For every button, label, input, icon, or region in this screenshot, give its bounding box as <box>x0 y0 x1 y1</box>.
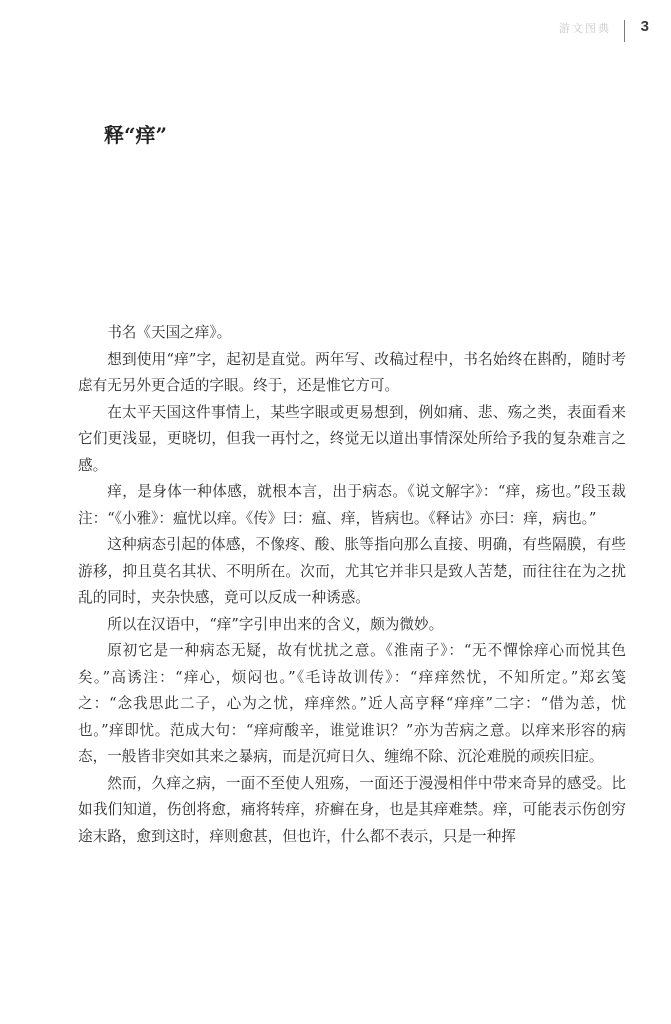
paragraph: 想到使用“痒”字，起初是直觉。两年写、改稿过程中，书名始终在斟酌，随时考虑有无另外更合适的字眼。终于，还是惟它方可。 <box>78 350 626 394</box>
page-number: 3 <box>640 18 649 35</box>
running-head: 游文图典 <box>559 22 611 35</box>
paragraph: 所以在汉语中，“痒”字引申出来的含义，颇为微妙。 <box>107 615 444 633</box>
body-text <box>78 320 626 850</box>
paragraph: 然而，久痒之病，一面不至使人殂殇，一面还于漫漫相伴中带来奇异的感受。比如我们知道，伤创将愈，痛将转痒，疥癣在身，也是其痒难禁。痒，可能表示伤创穷途末路，愈到这时，痒则愈甚，但也许，什么都不表示，只是一种挥 <box>78 774 626 845</box>
paragraph: 原初它是一种病态无疑，故有忧扰之意。《淮南子》：“无不憚悇痒心而悦其色矣。”高诱注：“痒心，烦闷也。”《毛诗故训传》：“痒痒然忧，不知所定。”郑玄笺之：“念我思此二子，心为之忧，痒痒然。”近人高亨释“痒痒”二字：“借为恙，忧也。”痒即忧。范成大句：“痒疴酸辛，谁觉谁识？”亦为苦病之意。以痒来形容的病态，一般皆非突如其来之暴病，而是沉疴日久、缠绵不除、沉沦难脱的顽疾旧症。 <box>78 642 626 765</box>
paragraph: 这种病态引起的体感，不像疼、酸、胀等指向那么直接、明确，有些隔膜，有些游移，抑且莫名其状、不明所在。次而，尤其它并非只是致人苦楚，而往往在为之扰乱的同时，夹杂快感，竟可以反成一种诱惑。 <box>78 536 626 606</box>
paragraph: 在太平天国这件事情上，某些字眼或更易想到，例如痛、悲、殇之类，表面看来它们更浅显，更晓切，但我一再忖之，终觉无以道出事情深处所给予我的复杂难言之感。 <box>78 403 626 474</box>
paragraph: 痒，是身体一种体感，就根本言，出于病态。《说文解字》：“痒，疡也。”段玉裁注：“《小雅》：瘟忧以痒。《传》曰：瘟、痒，皆病也。《释诂》亦曰：痒，病也。” <box>78 483 626 527</box>
header-divider <box>624 20 625 42</box>
chapter-title: 释“痒” <box>104 123 168 147</box>
paragraph: 书名《天国之痒》。 <box>107 324 232 341</box>
